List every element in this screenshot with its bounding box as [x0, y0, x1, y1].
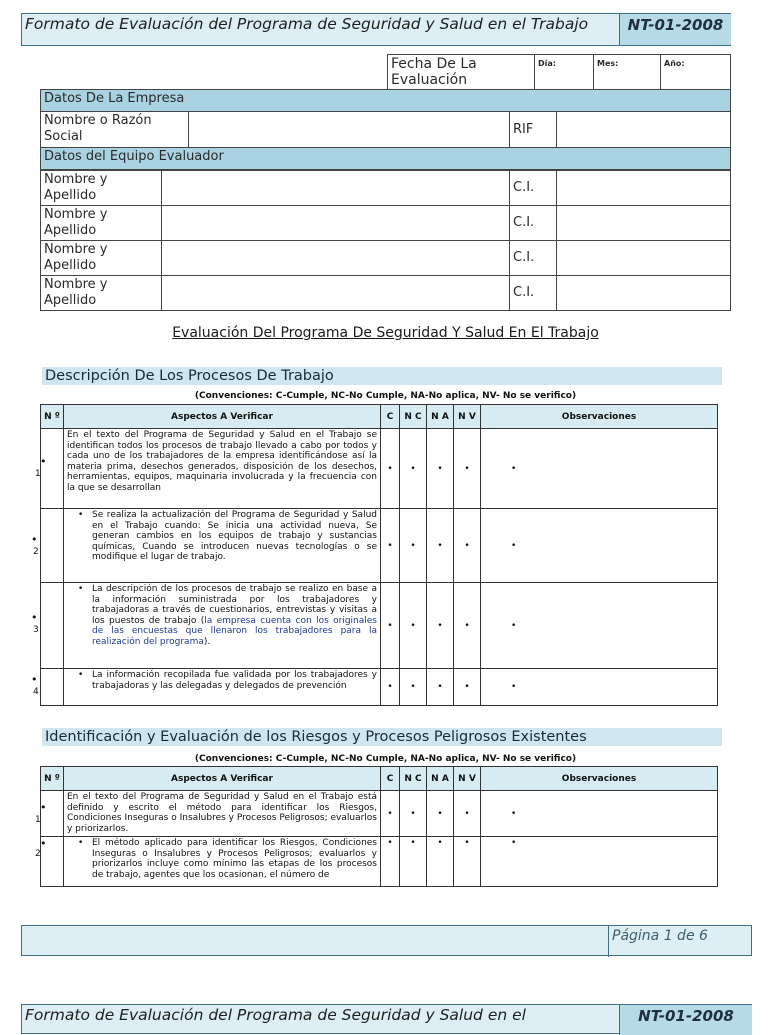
col-nv: N V [454, 767, 481, 791]
col-obs: Observaciones [481, 767, 718, 791]
document-title: Formato de Evaluación del Programa de Seguridad y Salud en el Trabajo [25, 15, 589, 33]
check-nv[interactable]: • [454, 669, 481, 706]
check-nv[interactable]: • [454, 429, 481, 509]
check-nv[interactable]: • [454, 509, 481, 583]
col-num: N º [41, 767, 64, 791]
row-number: • 2 [41, 837, 64, 887]
observaciones-field[interactable]: • [481, 429, 718, 509]
aspect-text: En el texto del Programa de Seguridad y Salud en el Trabajo se identifican todos los procesos de trabajo llevado a cabo por todos y cada uno de los trabajadores de la empresa identificándose así la materia prima, desechos generados, disposición de los desechos, herramientas, equipos, maquinaria involucrada y la frecuencia con la que se desarrollan [64, 429, 381, 509]
col-na: N A [427, 405, 454, 429]
row-number: • 4 [41, 669, 64, 706]
col-c: C [381, 405, 400, 429]
section1-conventions: (Convenciones: C-Cumple, NC-No Cumple, NA-No aplica, NV- No se verifico) [194, 391, 577, 401]
col-aspects: Aspectos A Verificar [64, 405, 381, 429]
mes-field[interactable] [594, 55, 661, 90]
observaciones-field[interactable]: • [481, 509, 718, 583]
section2-conventions: (Convenciones: C-Cumple, NC-No Cumple, NA-No aplica, NV- No se verifico) [194, 754, 577, 764]
row-number: • 1 [41, 429, 64, 509]
check-na[interactable]: • [427, 669, 454, 706]
observaciones-field[interactable]: • [481, 791, 718, 837]
equipo-band: Datos del Equipo Evaluador [41, 148, 731, 170]
razon-social-field[interactable] [189, 112, 510, 148]
row-number: • 1 [41, 791, 64, 837]
observaciones-field[interactable]: • [481, 583, 718, 669]
evaluador-ci-field[interactable] [557, 171, 731, 206]
rif-label: RIF [510, 112, 557, 148]
evaluador-ci-field[interactable] [557, 206, 731, 241]
page-footer [21, 925, 752, 956]
fecha-table [387, 54, 731, 90]
section2-table [35, 766, 718, 887]
section1-title: Descripción De Los Procesos De Trabajo [42, 367, 722, 385]
section1-table [31, 404, 718, 706]
mes-label: Mes: [597, 59, 619, 68]
bullet: • [40, 455, 47, 468]
rif-field[interactable] [557, 112, 731, 148]
row-number: • 2 [41, 509, 64, 583]
page-header [21, 13, 731, 46]
anio-label: Año: [664, 59, 685, 68]
document-code: NT-01-2008 [619, 1005, 752, 1035]
check-na[interactable]: • [427, 429, 454, 509]
check-nc[interactable]: • [400, 509, 427, 583]
col-aspects: Aspectos A Verificar [64, 767, 381, 791]
check-nc[interactable]: • [400, 791, 427, 837]
check-nv[interactable]: • [454, 791, 481, 837]
check-c[interactable]: • [381, 429, 400, 509]
evaluador-ci-field[interactable] [557, 276, 731, 311]
main-title: Evaluación Del Programa De Seguridad Y Salud En El Trabajo [172, 325, 599, 341]
check-c[interactable]: • [381, 791, 400, 837]
razon-social-label: Nombre o Razón Social [41, 112, 189, 148]
aspect-text: • El método aplicado para identificar los Riesgos, Condiciones Inseguras o Insalubres y Procesos Peligrosos; evaluarlos y priorizarlos incluye como mínimo las etapas de los procesos de trabajo, agentes que los ocasionan, el número de [64, 837, 381, 887]
table-row [41, 669, 718, 706]
evaluador-nombre-field[interactable] [162, 206, 510, 241]
check-nv[interactable]: • [454, 583, 481, 669]
evaluador-nombre-label: Nombre y Apellido [41, 241, 162, 276]
evaluador-ci-label: C.I. [510, 241, 557, 276]
datos-table [40, 89, 731, 170]
table-row [41, 837, 718, 887]
evaluador-ci-label: C.I. [510, 171, 557, 206]
empresa-band: Datos De La Empresa [41, 90, 731, 112]
section2-title: Identificación y Evaluación de los Riesgos y Procesos Peligrosos Existentes [42, 728, 722, 746]
check-na[interactable]: • [427, 791, 454, 837]
col-na: N A [427, 767, 454, 791]
aspect-text: • La información recopilada fue validada por los trabajadores y trabajadoras y las delegadas y delegados de prevención [64, 669, 381, 706]
check-c[interactable]: • [381, 583, 400, 669]
evaluador-nombre-label: Nombre y Apellido [41, 171, 162, 206]
table-row [41, 429, 718, 509]
evaluador-nombre-label: Nombre y Apellido [41, 276, 162, 311]
equipo-table [40, 170, 731, 311]
check-nc[interactable]: • [400, 583, 427, 669]
check-nc[interactable]: • [400, 429, 427, 509]
col-c: C [381, 767, 400, 791]
col-num: N º [41, 405, 64, 429]
check-c[interactable]: • [381, 509, 400, 583]
footer-divider [608, 926, 609, 957]
anio-field[interactable] [661, 55, 731, 90]
evaluador-nombre-label: Nombre y Apellido [41, 206, 162, 241]
check-nv[interactable]: • [454, 837, 481, 887]
row-number: • 3 [41, 583, 64, 669]
fecha-label: Fecha De La Evaluación [388, 55, 535, 90]
check-c[interactable]: • [381, 669, 400, 706]
document-title: Formato de Evaluación del Programa de Seguridad y Salud en el [25, 1006, 526, 1024]
check-c[interactable]: • [381, 837, 400, 887]
col-nc: N C [400, 767, 427, 791]
col-nv: N V [454, 405, 481, 429]
aspect-text: • Se realiza la actualización del Programa de Seguridad y Salud en el Trabajo cuando: Se inicia una actividad nueva, Se generan cambios en los equipos de trabajo y sustancias químicas, Cuando se introducen nuevas tecnologías o se modifique el lugar de trabajo. [64, 509, 381, 583]
table-row [41, 583, 718, 669]
dia-label: Día: [538, 59, 556, 68]
observaciones-field[interactable]: • [481, 837, 718, 887]
aspect-text: • La descripción de los procesos de trabajo se realizo en base a la información suministrada por los trabajadores y trabajadoras a través de cuestionarios, entrevistas y visitas a los puestos de trabajo (la empresa cuenta con los originales de las encuestas que llenaron los trabajadores para la realización del programa). [64, 583, 381, 669]
observaciones-field[interactable]: • [481, 669, 718, 706]
table-row [41, 791, 718, 837]
check-na[interactable]: • [427, 583, 454, 669]
evaluador-ci-label: C.I. [510, 206, 557, 241]
table-row [41, 509, 718, 583]
dia-field[interactable] [535, 55, 594, 90]
evaluador-ci-label: C.I. [510, 276, 557, 311]
check-nc[interactable]: • [400, 669, 427, 706]
aspect-text: En el texto del Programa de Seguridad y Salud en el Trabajo está definido y escrito el método para identificar los Riesgos, Condiciones Inseguras o Insalubres y Procesos Peligrosos; evaluarlos y priorizarlos. [64, 791, 381, 837]
check-nc[interactable]: • [400, 837, 427, 887]
evaluador-nombre-field[interactable] [162, 276, 510, 311]
col-obs: Observaciones [481, 405, 718, 429]
evaluador-nombre-field[interactable] [162, 241, 510, 276]
check-na[interactable]: • [427, 509, 454, 583]
evaluador-nombre-field[interactable] [162, 171, 510, 206]
page-number: Página 1 de 6 [612, 928, 708, 944]
check-na[interactable]: • [427, 837, 454, 887]
document-code: NT-01-2008 [619, 14, 731, 45]
col-nc: N C [400, 405, 427, 429]
evaluador-ci-field[interactable] [557, 241, 731, 276]
page2-header [21, 1004, 752, 1034]
